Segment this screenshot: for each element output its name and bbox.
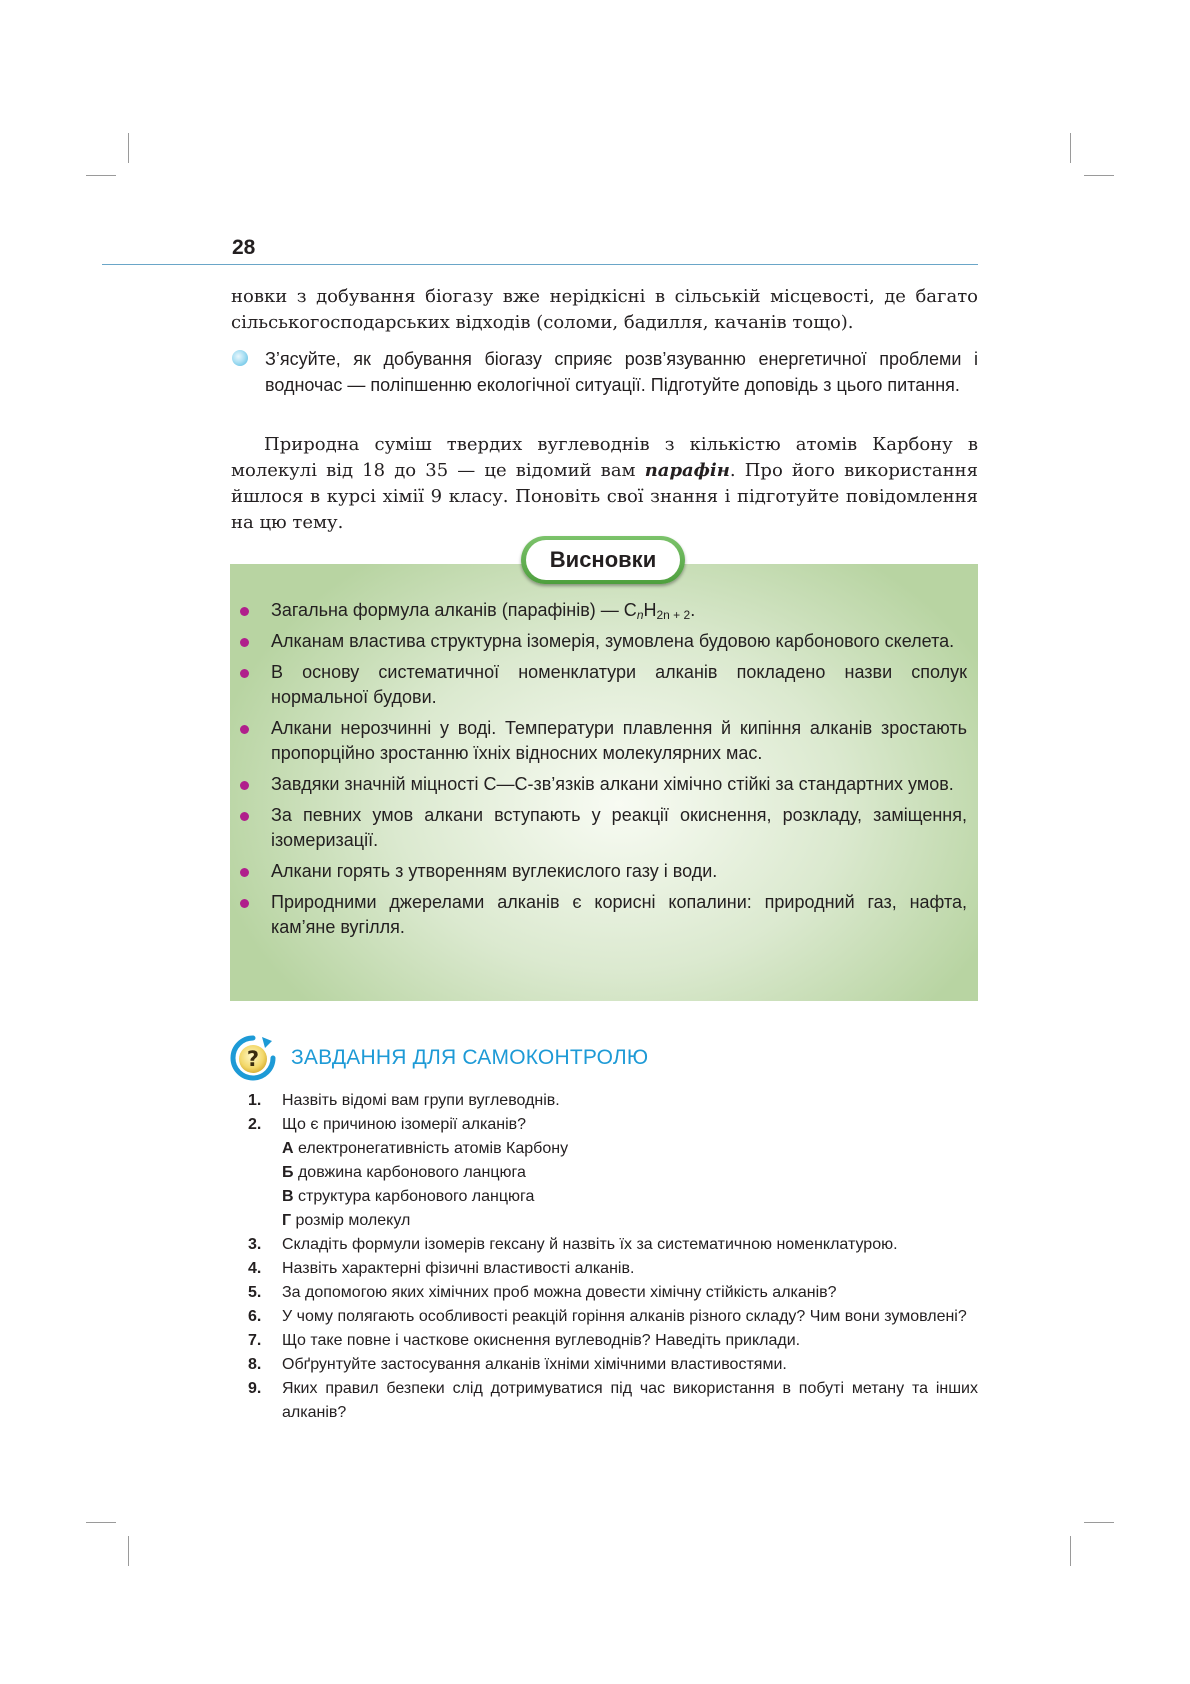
paraffin-text-before: Природна суміш твердих вуглеводнів з кількістю атомів Карбону в молекулі від 18 до 35 — це відомий вам <box>231 434 978 481</box>
question-mark-icon <box>230 1035 276 1081</box>
paragraph-paraffin <box>231 432 978 536</box>
question-number: 7. <box>248 1332 262 1349</box>
crop-mark <box>128 133 129 163</box>
bullet-dot-icon <box>240 899 249 908</box>
question-item <box>248 1089 978 1113</box>
option-letter: А <box>282 1140 294 1157</box>
option-text: електронегативність атомів Карбону <box>298 1140 569 1157</box>
question-text: У чому полягають особливості реакцій горіння алканів різного складу? Чим вони зумовлені? <box>282 1308 967 1325</box>
bullet-dot-icon <box>240 868 249 877</box>
conclusion-item <box>240 859 967 884</box>
conclusion-text: Природними джерелами алканів є корисні копалини: природний газ, нафта, кам’яне вугілля. <box>271 892 967 937</box>
question-number: 6. <box>248 1308 262 1325</box>
question-number: 9. <box>248 1380 262 1397</box>
page-number: 28 <box>232 236 256 259</box>
self-control-title: ЗАВДАННЯ ДЛЯ САМОКОНТРОЛЮ <box>291 1046 649 1069</box>
bullet-dot-icon <box>240 669 249 678</box>
bullet-dot-icon <box>240 812 249 821</box>
question-number: 1. <box>248 1092 262 1109</box>
option-letter: Г <box>282 1212 292 1229</box>
svg-text:?: ? <box>246 1047 260 1071</box>
question-text: Складіть формули ізомерів гексану й назвіть їх за систематичною номенклатурою. <box>282 1236 898 1253</box>
formula-suffix: . <box>690 600 696 620</box>
formula-sub: 2n + 2 <box>656 608 691 622</box>
question-item <box>248 1233 978 1257</box>
crop-mark <box>1084 1522 1114 1523</box>
formula-h: H <box>643 600 657 620</box>
question-text: Що є причиною ізомерії алканів? <box>282 1116 527 1133</box>
conclusion-item <box>240 598 967 623</box>
task-text: З’ясуйте, як добування біогазу сприяє розв’язуванню енергетичної проблеми і водночас — поліпшенню екологічної ситуації. Підготуйте доповідь з цього питання. <box>265 349 978 395</box>
conclusions-title: Висновки <box>526 540 680 580</box>
question-number: 8. <box>248 1356 262 1373</box>
question-item <box>248 1305 978 1329</box>
conclusion-text: Алкани нерозчинні у воді. Температури плавлення й кипіння алканів зростають пропорційно зростанню їхніх відносних молекулярних мас. <box>271 718 967 763</box>
crop-mark <box>86 175 116 176</box>
bullet-dot-icon <box>240 638 249 647</box>
crop-mark <box>1070 133 1071 163</box>
question-item <box>248 1113 978 1233</box>
conclusion-item <box>240 890 967 940</box>
crop-mark <box>86 1522 116 1523</box>
conclusion-text: Алкани горять з утворенням вуглекислого газу і води. <box>271 861 718 881</box>
question-text: Назвіть характерні фізичні властивості алканів. <box>282 1260 635 1277</box>
answer-option <box>282 1137 978 1161</box>
bullet-dot-icon <box>240 607 249 616</box>
option-letter: В <box>282 1188 294 1205</box>
question-item <box>248 1377 978 1425</box>
crop-mark <box>128 1536 129 1566</box>
conclusion-item <box>240 629 967 654</box>
answer-option <box>282 1209 978 1233</box>
conclusion-text: Завдяки значній міцності С—С-зв’язків алкани хімічно стійкі за стандартних умов. <box>271 774 954 794</box>
question-item <box>248 1281 978 1305</box>
question-text: Назвіть відомі вам групи вуглеводнів. <box>282 1092 560 1109</box>
answer-option <box>282 1185 978 1209</box>
conclusion-text: В основу систематичної номенклатури алканів покладено назви сполук нормальної будови. <box>271 662 967 707</box>
questions-list <box>248 1089 978 1425</box>
conclusion-item <box>240 660 967 710</box>
conclusions-list <box>240 598 967 946</box>
formula-n: n <box>636 608 644 622</box>
question-number: 5. <box>248 1284 262 1301</box>
option-text: довжина карбонового ланцюга <box>297 1164 526 1181</box>
conclusions-title-badge <box>521 536 685 584</box>
question-number: 2. <box>248 1116 262 1133</box>
paraffin-text-after: . Про його використання йшлося в курсі хімії 9 класу. Поновіть свої знання і підготуйте повідомлення на цю тему. <box>231 460 978 533</box>
question-item <box>248 1329 978 1353</box>
option-text: структура карбонового ланцюга <box>298 1188 535 1205</box>
conclusion-item <box>240 772 967 797</box>
conclusion-text: За певних умов алкани вступають у реакції окиснення, розкладу, заміщення, ізомеризації. <box>271 805 967 850</box>
question-number: 4. <box>248 1260 262 1277</box>
conclusion-text: Алканам властива структурна ізомерія, зумовлена будовою карбонового скелета. <box>271 631 955 651</box>
question-item <box>248 1353 978 1377</box>
option-text: розмір молекул <box>295 1212 411 1229</box>
question-text: Що таке повне і часткове окиснення вуглеводнів? Наведіть приклади. <box>282 1332 801 1349</box>
question-text: Яких правил безпеки слід дотримуватися під час використання в побуті метану та інших алканів? <box>282 1380 978 1421</box>
paraffin-term: парафін <box>644 460 730 481</box>
answer-option <box>282 1161 978 1185</box>
formula-prefix: Загальна формула алканів (парафінів) — C <box>271 600 637 620</box>
paragraph-biogas: новки з добування біогазу вже нерідкісні в сільській місцевості, де багато сільськогосподарських відходів (соломи, бадилля, качанів тощо). <box>231 286 978 333</box>
header-rule <box>102 264 978 265</box>
crop-mark <box>1070 1536 1071 1566</box>
bullet-dot-icon <box>240 725 249 734</box>
bullet-dot-icon <box>240 781 249 790</box>
question-item <box>248 1257 978 1281</box>
crop-mark <box>1084 175 1114 176</box>
question-number: 3. <box>248 1236 262 1253</box>
task-bullet-icon <box>232 350 248 366</box>
question-text: За допомогою яких хімічних проб можна довести хімічну стійкість алканів? <box>282 1284 837 1301</box>
conclusion-item <box>240 716 967 766</box>
conclusion-item <box>240 803 967 853</box>
option-letter: Б <box>282 1164 294 1181</box>
question-text: Обґрунтуйте застосування алканів їхніми хімічними властивостями. <box>282 1356 787 1373</box>
